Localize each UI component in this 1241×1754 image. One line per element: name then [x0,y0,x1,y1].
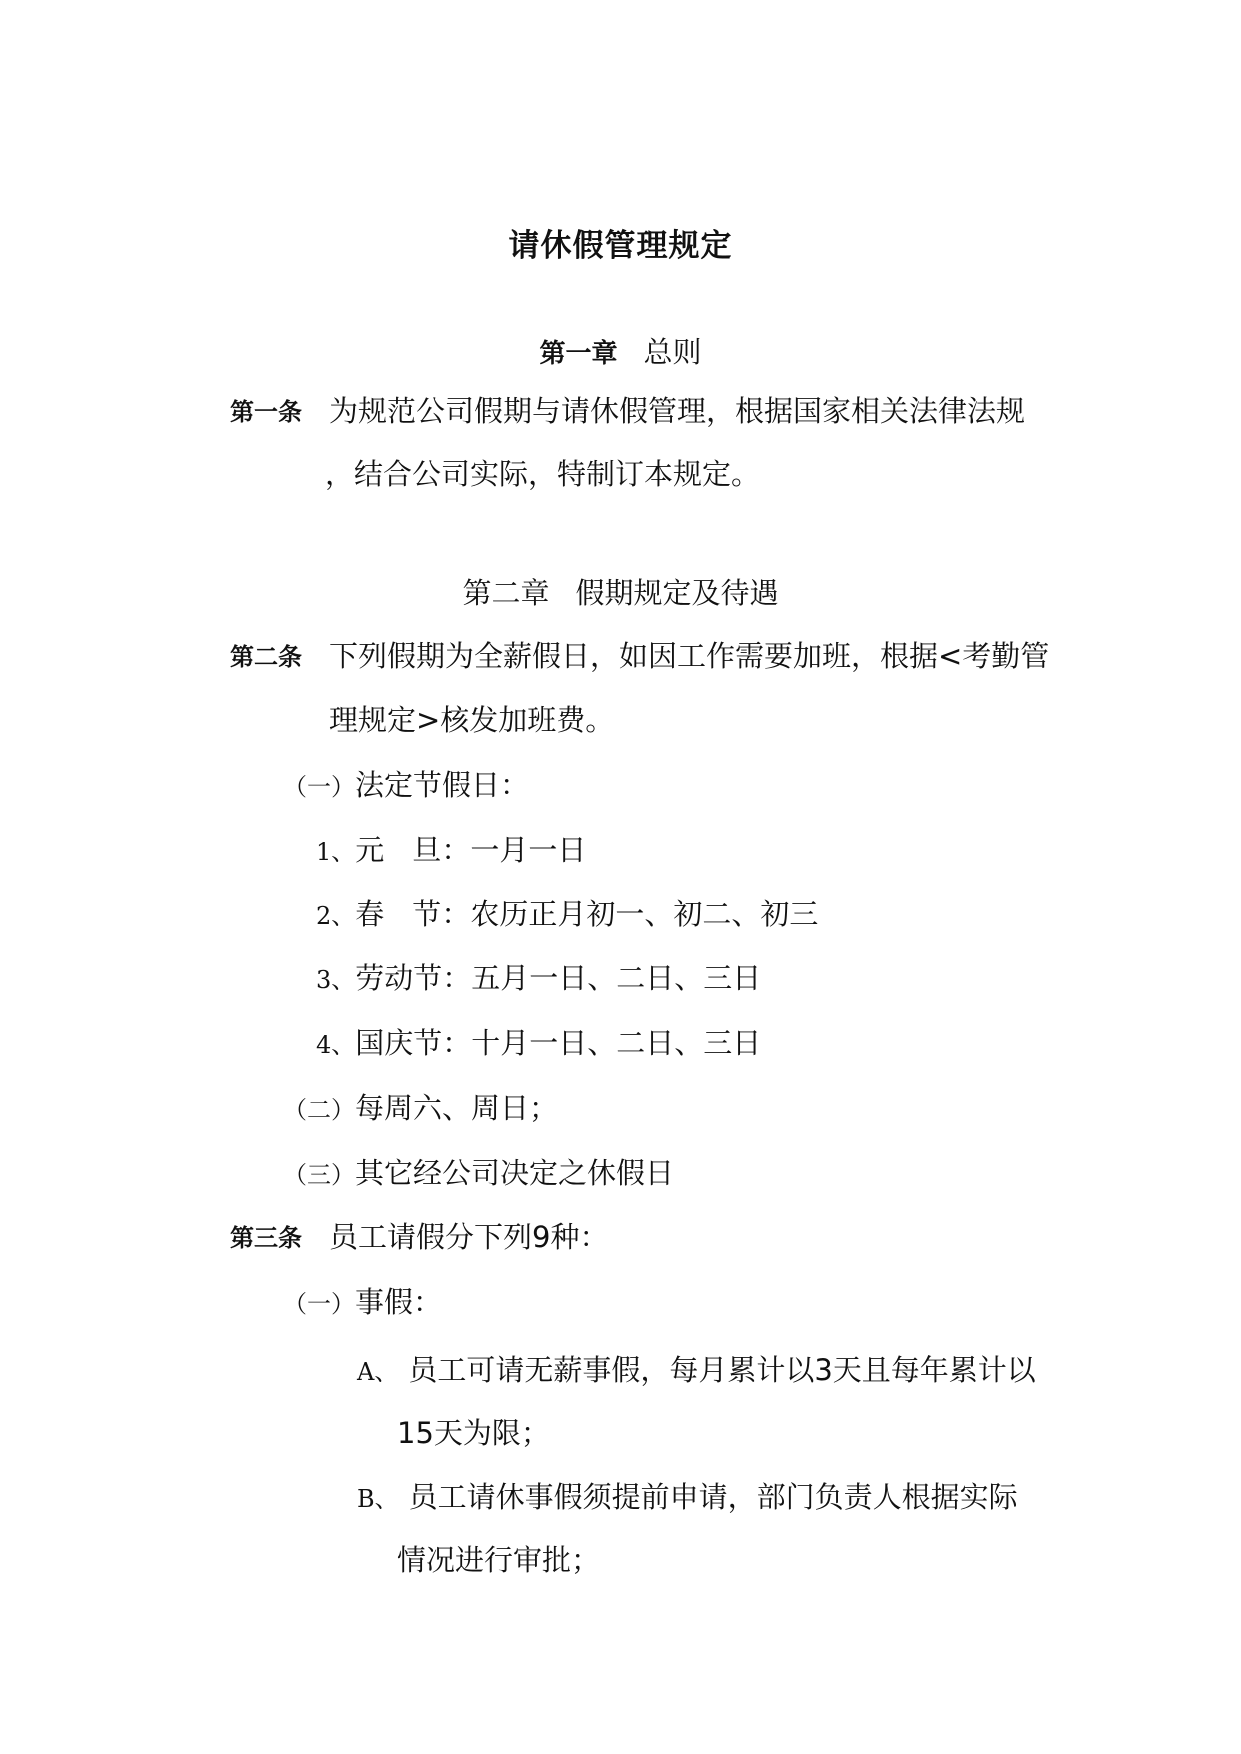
holiday-section-2 [283,1088,558,1130]
holiday-name: 节 [412,897,442,931]
holiday-date: ：十月一日、二日、三日 [442,1026,762,1060]
document-title: 请休假管理规定 [508,228,733,264]
article-text-1-line-2: ，结合公司实际，特制订本规定。 [325,457,761,491]
section-number: （一） [283,773,355,801]
holiday-name: 国庆节 [355,1026,443,1060]
chapter-heading-2 [0,573,1241,613]
holiday-item-4 [316,1023,761,1065]
holiday-name: 劳动节 [355,961,443,995]
leave-item-a [357,1350,1036,1392]
article-text-2-line-2: 理规定>核发加班费。 [329,703,615,737]
holiday-name: 元 [355,833,385,867]
article-text-2-line-1: 下列假期为全薪假日，如因工作需要加班，根据<考勤管 [329,639,1050,673]
article-label-1: 第一条 [230,397,302,426]
holiday-date: ：农历正月初一、初二、初三 [441,897,819,931]
section-number: （二） [283,1096,355,1124]
holiday-item-2 [316,894,818,936]
holiday-item-3 [316,958,761,1000]
chapter-label: 第二章 [462,576,550,610]
article-label-2: 第二条 [230,642,302,671]
section-text: 每周六、周日； [355,1091,559,1125]
chapter-name: 假期规定及待遇 [575,576,779,610]
holiday-name: 旦 [412,833,442,867]
item-text: 员工请休事假须提前申请，部门负责人根据实际 [408,1480,1018,1514]
item-number: 3、 [316,966,356,994]
section-number: （一） [283,1290,355,1318]
item-number: 1、 [316,838,356,866]
item-text: 员工可请无薪事假，每月累计以3天且每年累计以 [408,1353,1036,1387]
holiday-name: 春 [355,897,385,931]
holiday-date: ：一月一日 [441,833,587,867]
item-letter: B、 [357,1485,399,1513]
item-number: 4、 [316,1031,356,1059]
leave-item-a-line-2: 15天为限； [397,1416,550,1450]
article-text-1-line-1: 为规范公司假期与请休假管理，根据国家相关法律法规 [329,394,1026,428]
section-number: （三） [283,1161,355,1189]
leave-type-1 [283,1282,442,1324]
item-letter: A、 [357,1358,399,1386]
item-number: 2、 [316,902,356,930]
holiday-date: ：五月一日、二日、三日 [442,961,762,995]
chapter-label: 第一章 [539,339,618,369]
leave-item-b-line-2: 情况进行审批； [397,1543,601,1577]
holiday-section-3 [283,1153,674,1195]
section-text: 事假： [355,1285,443,1319]
holiday-section-1 [283,765,529,807]
section-text: 其它经公司决定之休假日 [355,1156,675,1190]
chapter-heading-1 [0,332,1241,374]
article-text-3-line-1: 员工请假分下列9种： [329,1220,609,1254]
section-text: 法定节假日： [355,768,530,802]
leave-item-b [357,1477,1018,1519]
article-label-3: 第三条 [230,1223,302,1252]
chapter-name: 总则 [643,335,702,369]
holiday-item-1 [316,830,586,872]
